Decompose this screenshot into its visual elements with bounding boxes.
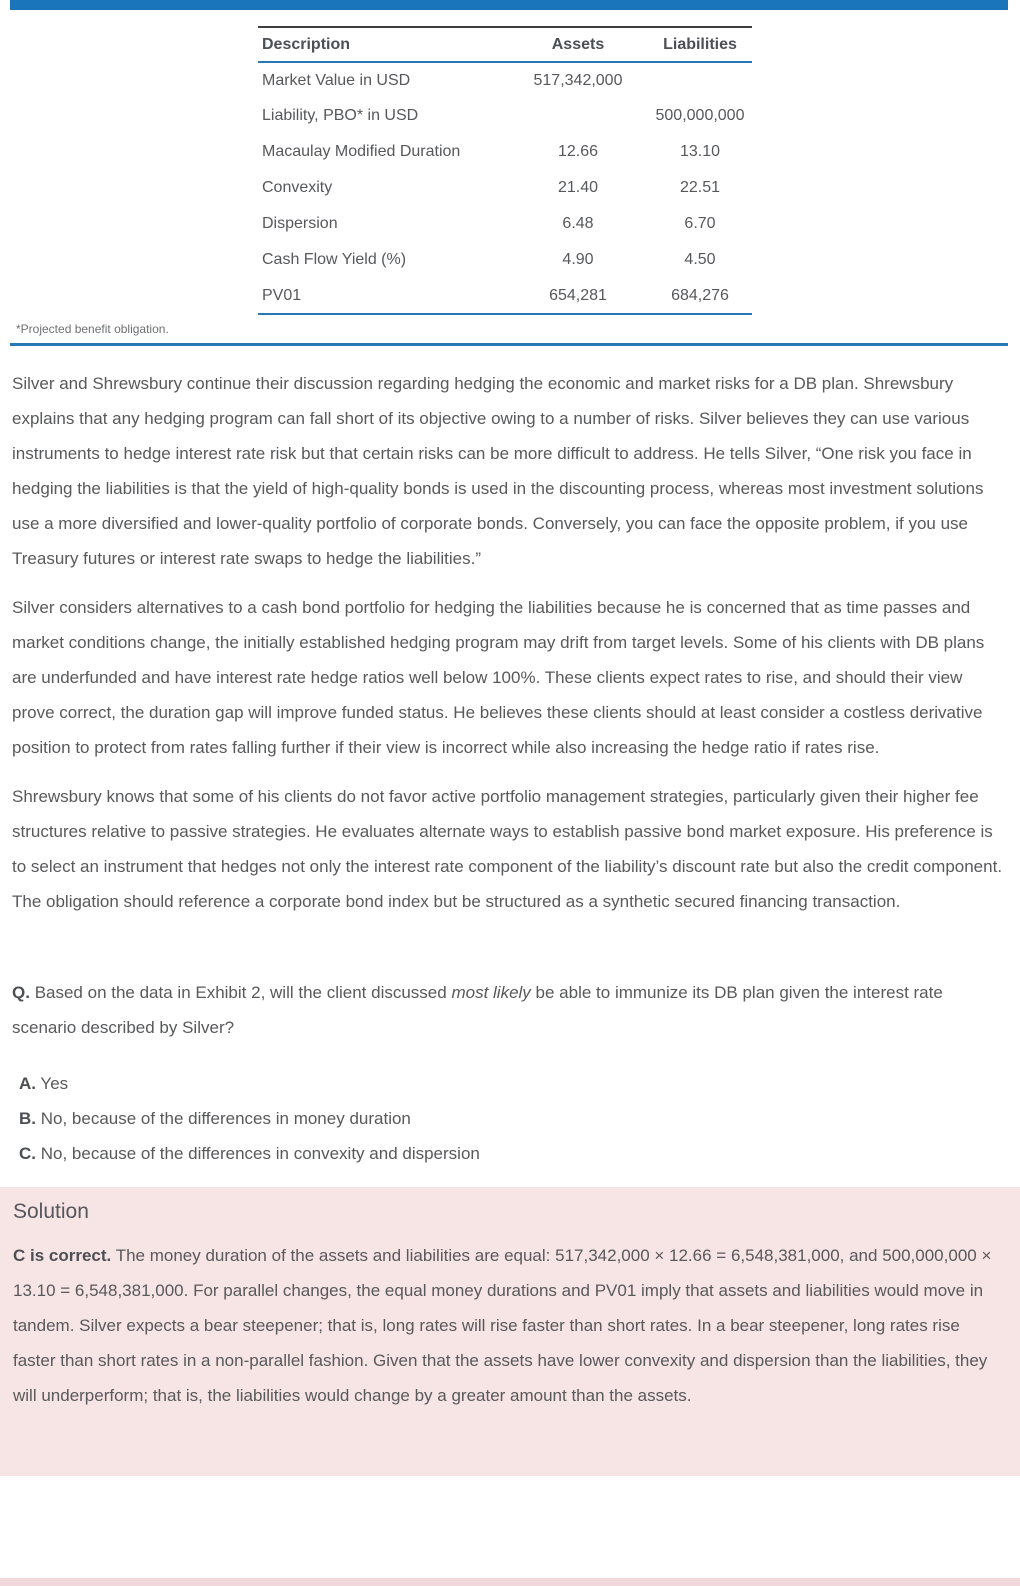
table-row xyxy=(258,170,752,206)
solution-heading: Solution xyxy=(13,1200,89,1223)
table-row xyxy=(258,242,752,278)
solution-section xyxy=(0,1187,1020,1476)
answer-option-text: No, because of the differences in convexity and dispersion xyxy=(40,1144,480,1163)
body-paragraph: Silver and Shrewsbury continue their discussion regarding hedging the economic and market risks for a DB plan. Shrewsbury explains that any hedging program can fall short of its objective owing to a number of risks. Silver believes they can use various instruments to hedge interest rate risk but that certain risks can be more difficult to address. He tells Silver, “One risk you face in hedging the liabilities is that the yield of high-quality bonds is used in the discounting process, whereas most investment solutions use a more diversified and lower-quality portfolio of corporate bonds. Conversely, you can face the opposite problem, if you use Treasury futures or interest rate swaps to hedge the liabilities.” xyxy=(12,374,984,568)
row-liabilities-value xyxy=(648,62,752,98)
column-header-description: Description xyxy=(258,27,508,62)
row-assets-value: 21.40 xyxy=(557,179,599,196)
row-description: Market Value in USD xyxy=(262,71,411,89)
table-row xyxy=(258,98,752,134)
answer-option xyxy=(19,1066,1006,1101)
body-paragraph: Silver considers alternatives to a cash bond portfolio for hedging the liabilities because he is concerned that as time passes and market conditions change, the initially established hedging program may drift from target levels. Some of his clients with DB plans are underfunded and have interest rate hedge ratios well below 100%. These clients expect rates to rise, and should their view prove correct, the duration gap will improve funded status. He believes these clients should at least consider a costless derivative position to protect from rates falling further if their view is incorrect while also increasing the hedge ratio if rates rise. xyxy=(12,598,985,757)
row-description: Convexity xyxy=(262,179,333,196)
case-text xyxy=(0,346,1020,1171)
answer-options xyxy=(12,1066,1006,1171)
answer-option xyxy=(19,1101,1006,1136)
table-header-row xyxy=(258,27,752,62)
row-liabilities-value: 22.51 xyxy=(679,179,721,196)
table-row xyxy=(258,278,752,314)
row-liabilities-value: 4.50 xyxy=(684,251,716,268)
row-description: Dispersion xyxy=(262,215,338,232)
question-italic-phrase: most likely xyxy=(451,983,531,1002)
bottom-edge-strip xyxy=(0,1578,1020,1586)
row-assets-value: 6.48 xyxy=(562,215,594,232)
row-liabilities-value: 13.10 xyxy=(679,143,721,160)
solution-explanation: The money duration of the assets and liabilities are equal: 517,342,000 × 12.66 = 6,548,381,000, and 500,000,000 × 13.10 = 6,548,381,000. For parallel changes, the equal money durations and PV01 imply that assets and liabilities would move in tandem. Silver expects a bear steepener; that is, long rates will rise faster than short rates. In a bear steepener, long rates rise faster than short rates in a non-parallel fashion. Given that the assets have lower convexity and dispersion than the liabilities, they will underperform; that is, the liabilities would change by a greater amount than the assets. xyxy=(13,1246,992,1405)
solution-answer-statement: C is correct. xyxy=(13,1246,112,1265)
answer-option-letter: A. xyxy=(19,1074,36,1093)
question-segment-after: be able to immunize its DB plan given the interest rate scenario described by Silver? xyxy=(12,983,943,1037)
row-liabilities-value: 500,000,000 xyxy=(655,107,745,124)
table-row xyxy=(258,206,752,242)
row-assets-value xyxy=(508,98,648,134)
column-header-assets: Assets xyxy=(508,27,648,62)
table-footnote: *Projected benefit obligation. xyxy=(16,322,169,336)
answer-option xyxy=(19,1136,1006,1171)
row-assets-value: 4.90 xyxy=(562,251,594,268)
answer-option-text: No, because of the differences in money duration xyxy=(40,1109,411,1128)
table-body xyxy=(258,62,752,314)
row-liabilities-value: 684,276 xyxy=(671,286,729,304)
question-text xyxy=(12,975,1006,1045)
row-assets-value: 517,342,000 xyxy=(533,71,623,89)
table-row xyxy=(258,62,752,98)
answer-option-letter: C. xyxy=(19,1144,36,1163)
row-description: Macaulay Modified Duration xyxy=(262,143,461,160)
row-liabilities-value: 6.70 xyxy=(684,215,716,232)
top-accent-bar xyxy=(10,0,1008,10)
row-description: Liability, PBO* in USD xyxy=(262,107,419,124)
question-segment-before: Based on the data in Exhibit 2, will the client discussed xyxy=(34,983,447,1002)
answer-option-letter: B. xyxy=(19,1109,36,1128)
exhibit-table xyxy=(258,26,752,315)
solution-paragraph xyxy=(13,1238,1006,1413)
column-header-liabilities: Liabilities xyxy=(648,27,752,62)
question-label: Q. xyxy=(12,983,30,1002)
row-description: PV01 xyxy=(262,286,302,304)
row-description: Cash Flow Yield (%) xyxy=(262,251,407,268)
exhibit-table-zone xyxy=(258,26,754,315)
row-assets-value: 654,281 xyxy=(549,286,607,304)
row-assets-value: 12.66 xyxy=(557,143,599,160)
body-paragraphs xyxy=(12,366,1006,919)
answer-option-text: Yes xyxy=(40,1074,69,1093)
body-paragraph: Shrewsbury knows that some of his clients do not favor active portfolio management strategies, particularly given their higher fee structures relative to passive strategies. He evaluates alternate ways to establish passive bond market exposure. His preference is to select an instrument that hedges not only the interest rate component of the liability’s discount rate but also the credit component. The obligation should reference a corporate bond index but be structured as a synthetic secured financing transaction. xyxy=(12,787,1003,911)
table-row xyxy=(258,134,752,170)
